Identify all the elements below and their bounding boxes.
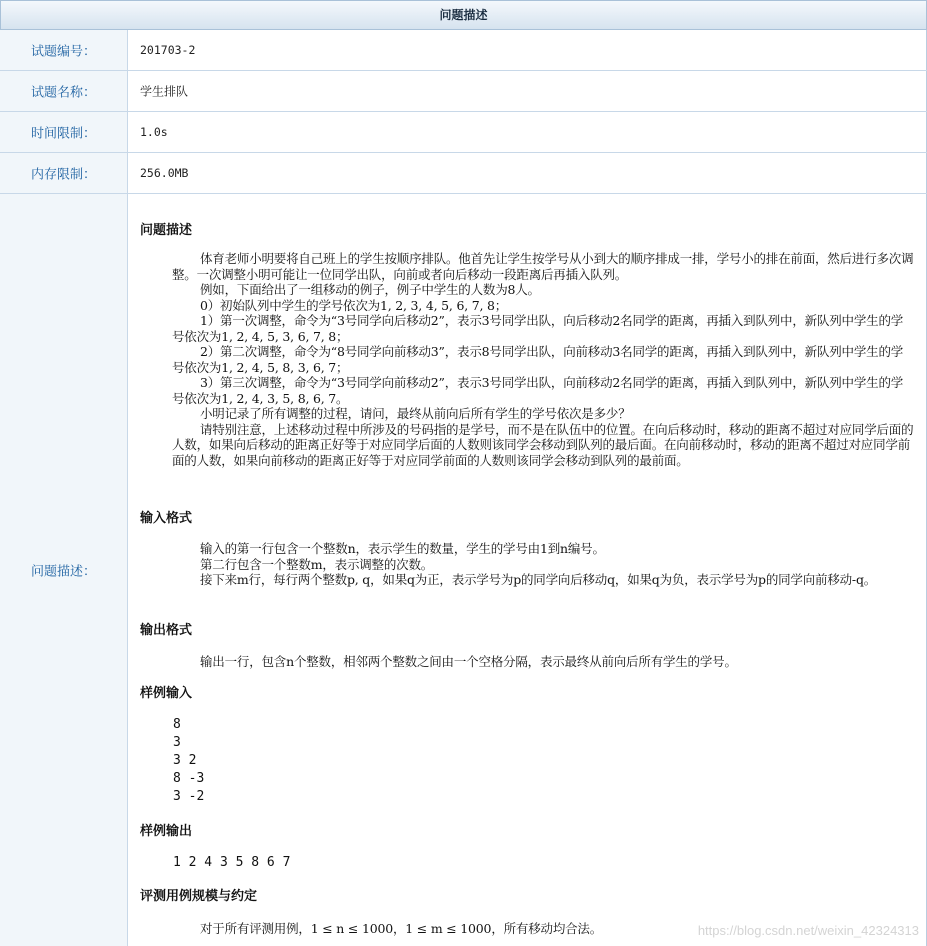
label-cell <box>0 153 128 193</box>
paragraph: 请特别注意，上述移动过程中所涉及的号码指的是学号，而不是在队伍中的位置。在向后移动时，移动的距离不超过对应同学后面的人数，如果向后移动的距离正好等于对应同学后面的人数则该同学会移动到队列的最后面。在向前移动时，移动的距离不超过对应同学前面的人数，如果向前移动的距离正好等于对应同学前面的人数则该同学会移动到队列的最前面。 <box>172 421 914 468</box>
field-label: 内存限制： <box>30 167 96 183</box>
section-title-sample-output: 样例输出 <box>140 824 193 839</box>
label-cell <box>0 194 128 946</box>
field-value: 1.0s <box>140 125 168 139</box>
field-value: 256.0MB <box>140 166 189 180</box>
row-problem-id <box>0 30 927 71</box>
section-title-output: 输出格式 <box>140 623 193 638</box>
input-text <box>172 541 914 588</box>
watermark: https://blog.csdn.net/weixin_42324313 <box>697 923 919 938</box>
sample-input-code: 8 3 3 2 8 -3 3 -2 <box>173 717 205 804</box>
paragraph: 1）第一次调整，命令为“3号同学向后移动2”，表示3号同学出队，向后移动2名同学的距离，再插入到队列中，新队列中学生的学号依次为1, 2, 4, 5, 3, 6, 7, 8； <box>172 313 904 344</box>
field-label: 问题描述： <box>30 564 96 580</box>
field-label: 试题名称： <box>30 85 96 101</box>
value-cell <box>140 112 927 152</box>
field-value: 201703-2 <box>140 43 196 57</box>
paragraph: 体育老师小明要将自己班上的学生按顺序排队。他首先让学生按学号从小到大的顺序排成一排，学号小的排在前面，然后进行多次调整。一次调整小明可能让一位同学出队，向前或者向后移动一段距离后再插入队列。 <box>172 251 914 282</box>
row-description <box>0 194 927 946</box>
field-label: 试题编号： <box>30 44 96 60</box>
output-text <box>172 654 914 670</box>
paragraph: 小明记录了所有调整的过程，请问，最终从前向后所有学生的学号依次是多少？ <box>200 406 631 421</box>
row-memory-limit <box>0 153 927 194</box>
field-label: 时间限制： <box>30 126 96 142</box>
value-cell <box>140 71 927 111</box>
paragraph: 接下来m行，每行两个整数p, q，如果q为正，表示学号为p的同学向后移动q，如果q为负，表示学号为p的同学向前移动-q。 <box>200 572 877 587</box>
paragraph: 3）第三次调整，命令为“3号同学向前移动2”，表示3号同学出队，向前移动2名同学的距离，再插入到队列中，新队列中学生的学号依次为1, 2, 4, 3, 5, 8, 6, 7。 <box>172 375 904 406</box>
paragraph: 0）初始队列中学生的学号依次为1, 2, 3, 4, 5, 6, 7, 8； <box>200 297 508 313</box>
label-cell <box>0 30 128 70</box>
problem-header <box>0 0 927 30</box>
row-problem-name <box>0 71 927 112</box>
paragraph: 对于所有评测用例，1 ≤ n ≤ 1000，1 ≤ m ≤ 1000，所有移动均合法。 <box>200 921 603 936</box>
paragraph: 例如，下面给出了一组移动的例子，例子中学生的人数为8人。 <box>200 282 540 297</box>
row-time-limit <box>0 112 927 153</box>
paragraph: 输出一行，包含n个整数，相邻两个整数之间由一个空格分隔，表示最终从前向后所有学生的学号。 <box>200 654 737 669</box>
value-cell <box>140 153 927 193</box>
value-cell <box>140 30 927 70</box>
description-text <box>172 251 914 468</box>
paragraph: 第二行包含一个整数m，表示调整的次数。 <box>200 556 434 572</box>
sample-output-code: 1 2 4 3 5 8 6 7 <box>173 855 291 870</box>
section-title-sample-input: 样例输入 <box>140 686 193 701</box>
paragraph: 输入的第一行包含一个整数n，表示学生的数量，学生的学号由1到n编号。 <box>200 541 605 556</box>
section-title-constraints: 评测用例规模与约定 <box>140 889 258 904</box>
header-title: 问题描述 <box>439 8 488 22</box>
section-title-description: 问题描述 <box>140 223 193 238</box>
paragraph: 2）第二次调整，命令为“8号同学向前移动3”，表示8号同学出队，向前移动3名同学的距离，再插入到队列中，新队列中学生的学号依次为1, 2, 4, 5, 8, 3, 6, 7； <box>172 344 904 375</box>
label-cell <box>0 71 128 111</box>
section-title-input: 输入格式 <box>140 511 193 526</box>
label-cell <box>0 112 128 152</box>
field-value: 学生排队 <box>140 84 189 99</box>
